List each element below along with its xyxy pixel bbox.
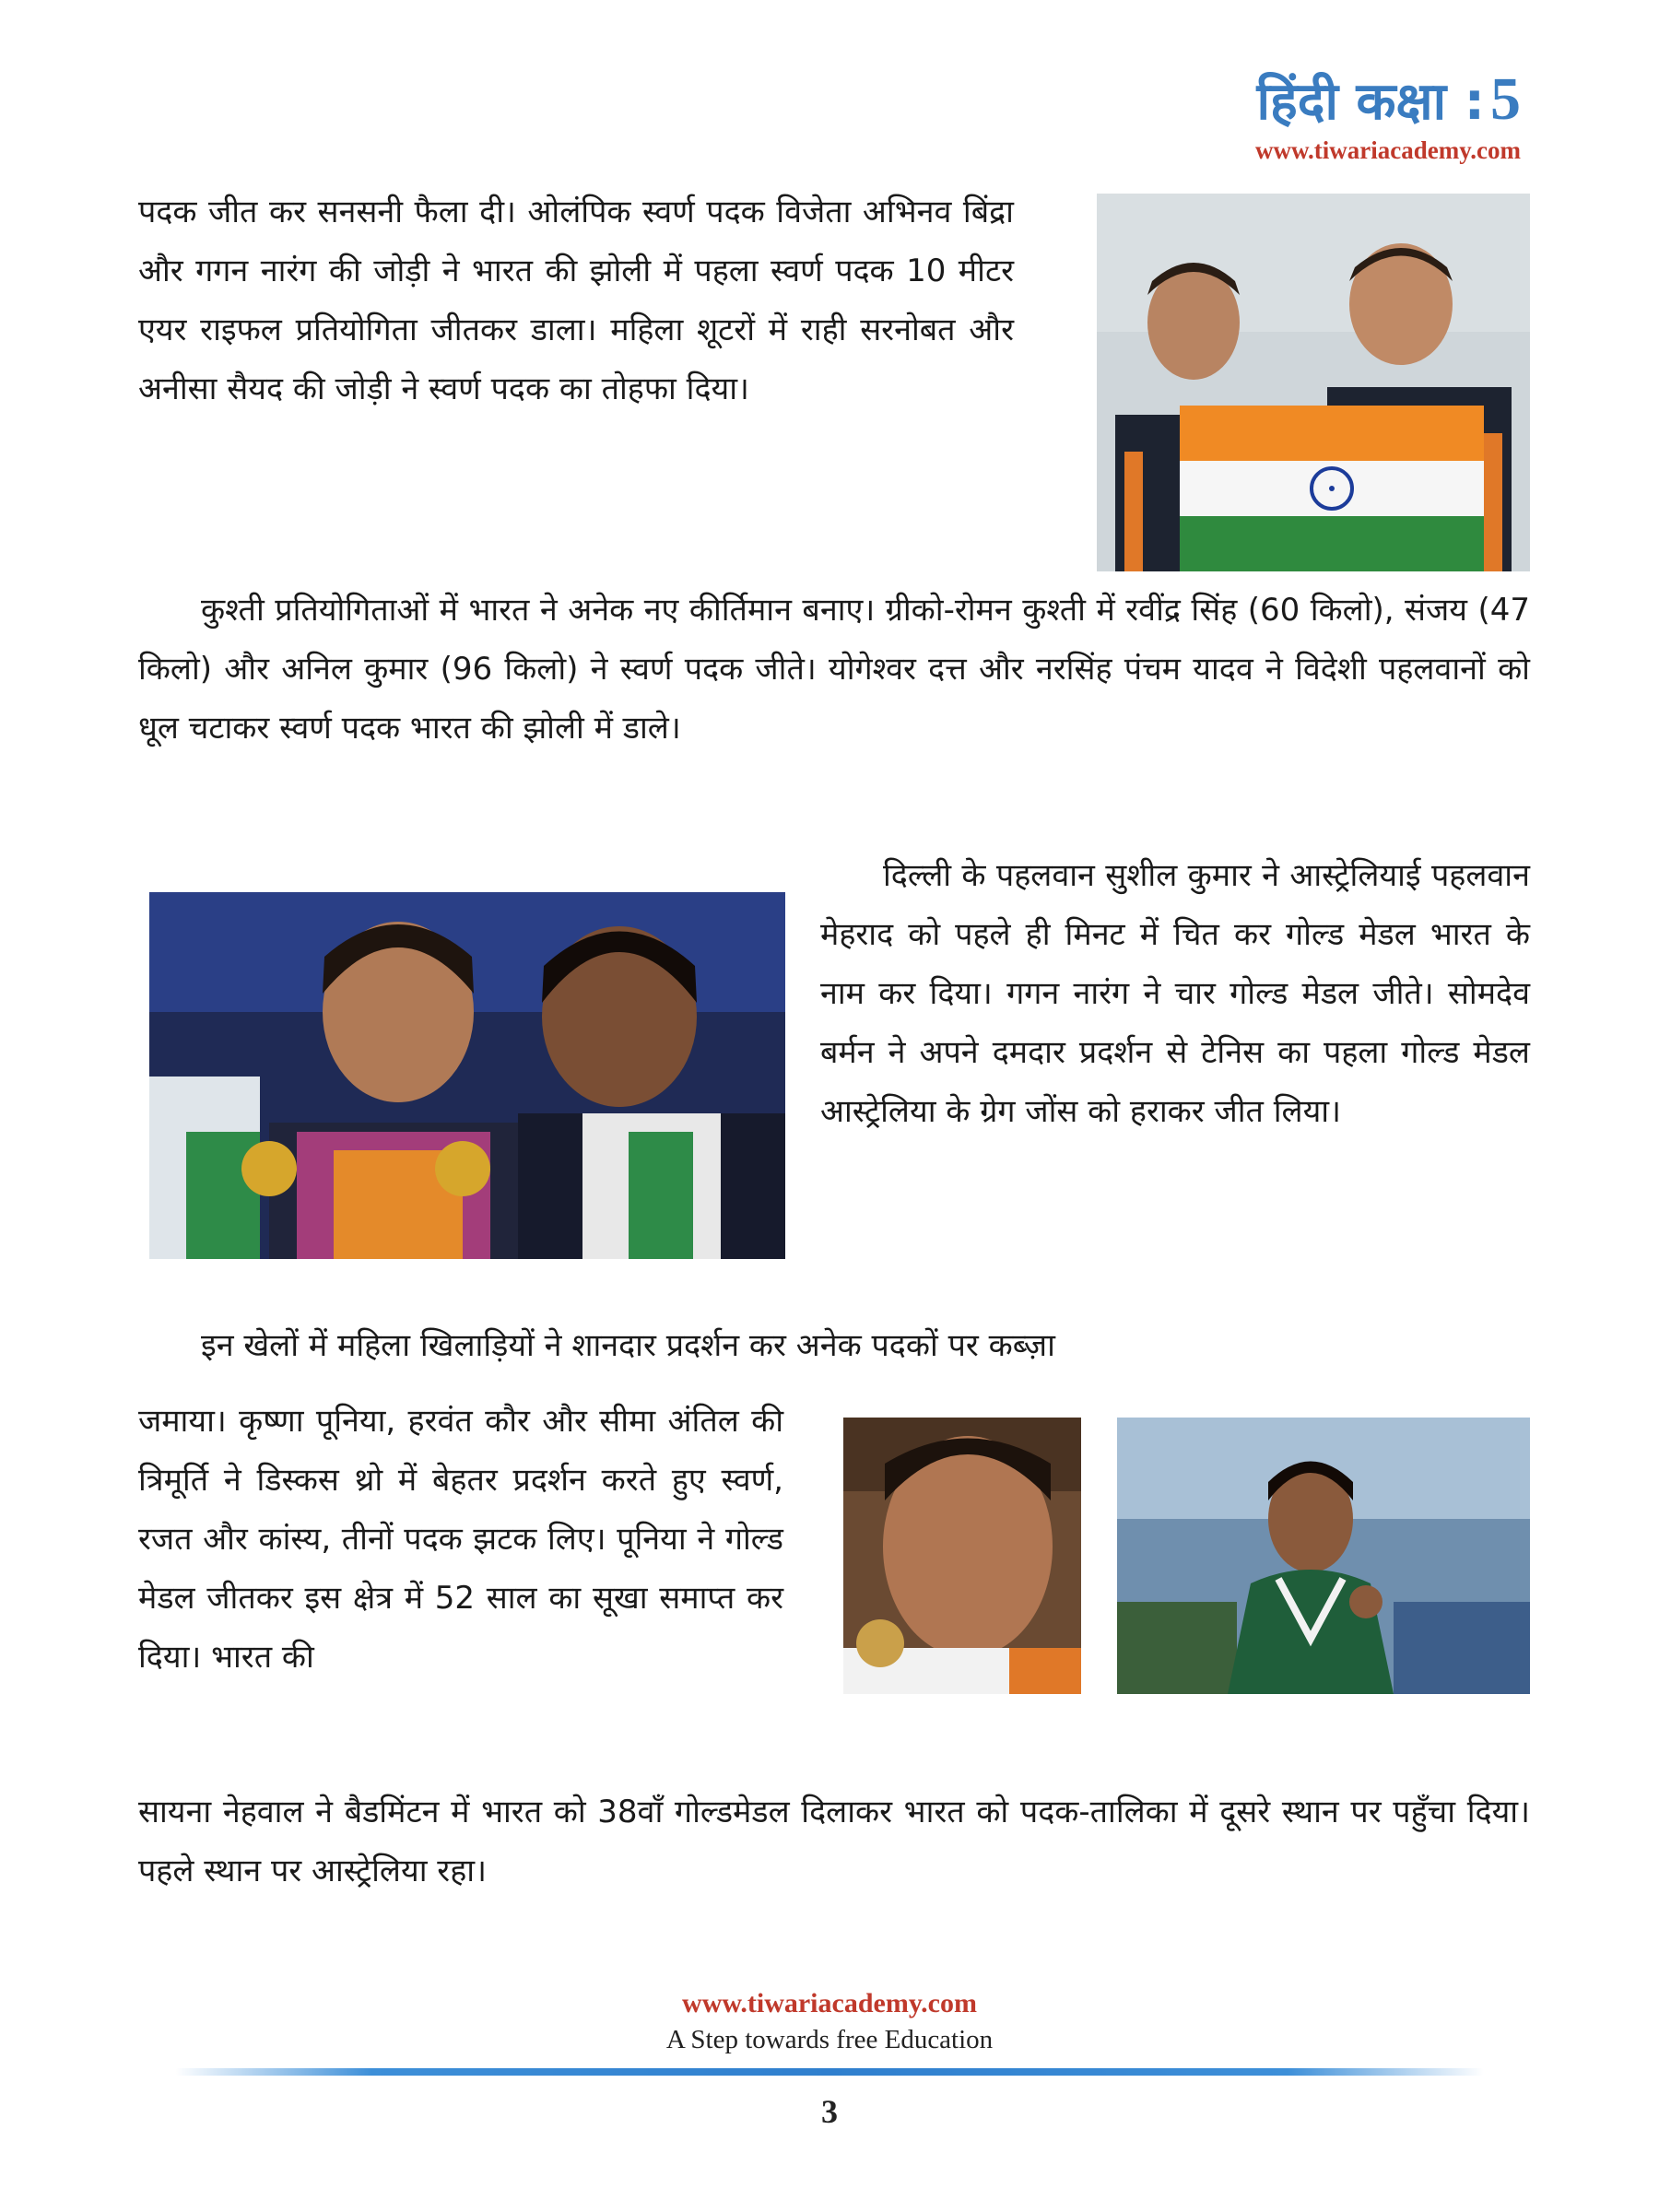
header-title <box>1255 65 1521 135</box>
paragraph-shooting-medals: पदक जीत कर सनसनी फैला दी। ओलंपिक स्वर्ण पदक विजेता अभिनव बिंद्रा और गगन नारंग की जोड़ी ने भारत की झोली में पहला स्वर्ण पदक 10 मीटर एयर राइफल प्रतियोगिता जीतकर डाला। महिला शूटरों में राही सरनोबत और अनीसा सैयद की जोड़ी ने स्वर्ण पदक का तोहफा दिया। <box>138 194 1014 407</box>
footer-tagline: A Step towards free Education <box>665 2025 994 2054</box>
header-website-link[interactable]: www.tiwariacademy.com <box>1255 135 1521 164</box>
paragraph-saina-nehwal: सायना नेहवाल ने बैडमिंटन में भारत को 38वाँ गोल्डमेडल दिलाकर भारत को पदक-तालिका में दूसरे स्थान पर पहुँचा दिया। पहले स्थान पर आस्ट्रेलिया रहा। <box>138 1794 1530 1889</box>
header-class-number: 5 <box>1490 65 1521 133</box>
page-number: 3 <box>821 2093 838 2130</box>
photo-shooters-with-flag <box>1097 194 1530 571</box>
photo-women-shooters-medals <box>149 892 785 1259</box>
paragraph-sushil-kumar: दिल्ली के पहलवान सुशील कुमार ने आस्ट्रेलियाई पहलवान मेहराद को पहले ही मिनट में चित कर गोल्ड मेडल भारत के नाम कर दिया। गगन नारंग ने चार गोल्ड मेडल जीते। सोमदेव बर्मन ने अपने दमदार प्रदर्शन से टेनिस का पहला गोल्ड मेडल आस्ट्रेलिया के ग्रेग जोंस को हराकर जीत लिया। <box>820 857 1530 1130</box>
paragraph-wrestling-records: कुश्ती प्रतियोगिताओं में भारत ने अनेक नए कीर्तिमान बनाए। ग्रीको-रोमन कुश्ती में रवींद्र सिंह (60 किलो), संजय (47 किलो) और अनिल कुमार (96 किलो) ने स्वर्ण पदक जीते। योगेश्वर दत्त और नरसिंह पंचम यादव ने विदेशी पहलवानों को धूल चटाकर स्वर्ण पदक भारत की झोली में डाले। <box>138 592 1530 747</box>
paragraph-discus-medals: जमाया। कृष्णा पूनिया, हरवंत कौर और सीमा अंतिल की त्रिमूर्ति ने डिस्कस थ्रो में बेहतर प्रदर्शन करते हुए स्वर्ण, रजत और कांस्य, तीनों पदक झटक लिए। पूनिया ने गोल्ड मेडल जीतकर इस क्षेत्र में 52 साल का सूखा समाप्त कर दिया। भारत की <box>138 1403 783 1676</box>
photo-tennis-player <box>1117 1418 1530 1694</box>
footer-website-link[interactable]: www.tiwariacademy.com <box>682 1988 977 2018</box>
page-header <box>1255 65 1521 165</box>
paragraph-women-athletes-intro: इन खेलों में महिला खिलाड़ियों ने शानदार प्रदर्शन कर अनेक पदकों पर कब्ज़ा <box>201 1327 1055 1364</box>
header-subject-label: हिंदी कक्षा : <box>1256 72 1485 132</box>
photo-wrestler-portrait <box>843 1418 1081 1694</box>
footer-divider <box>175 2068 1484 2076</box>
